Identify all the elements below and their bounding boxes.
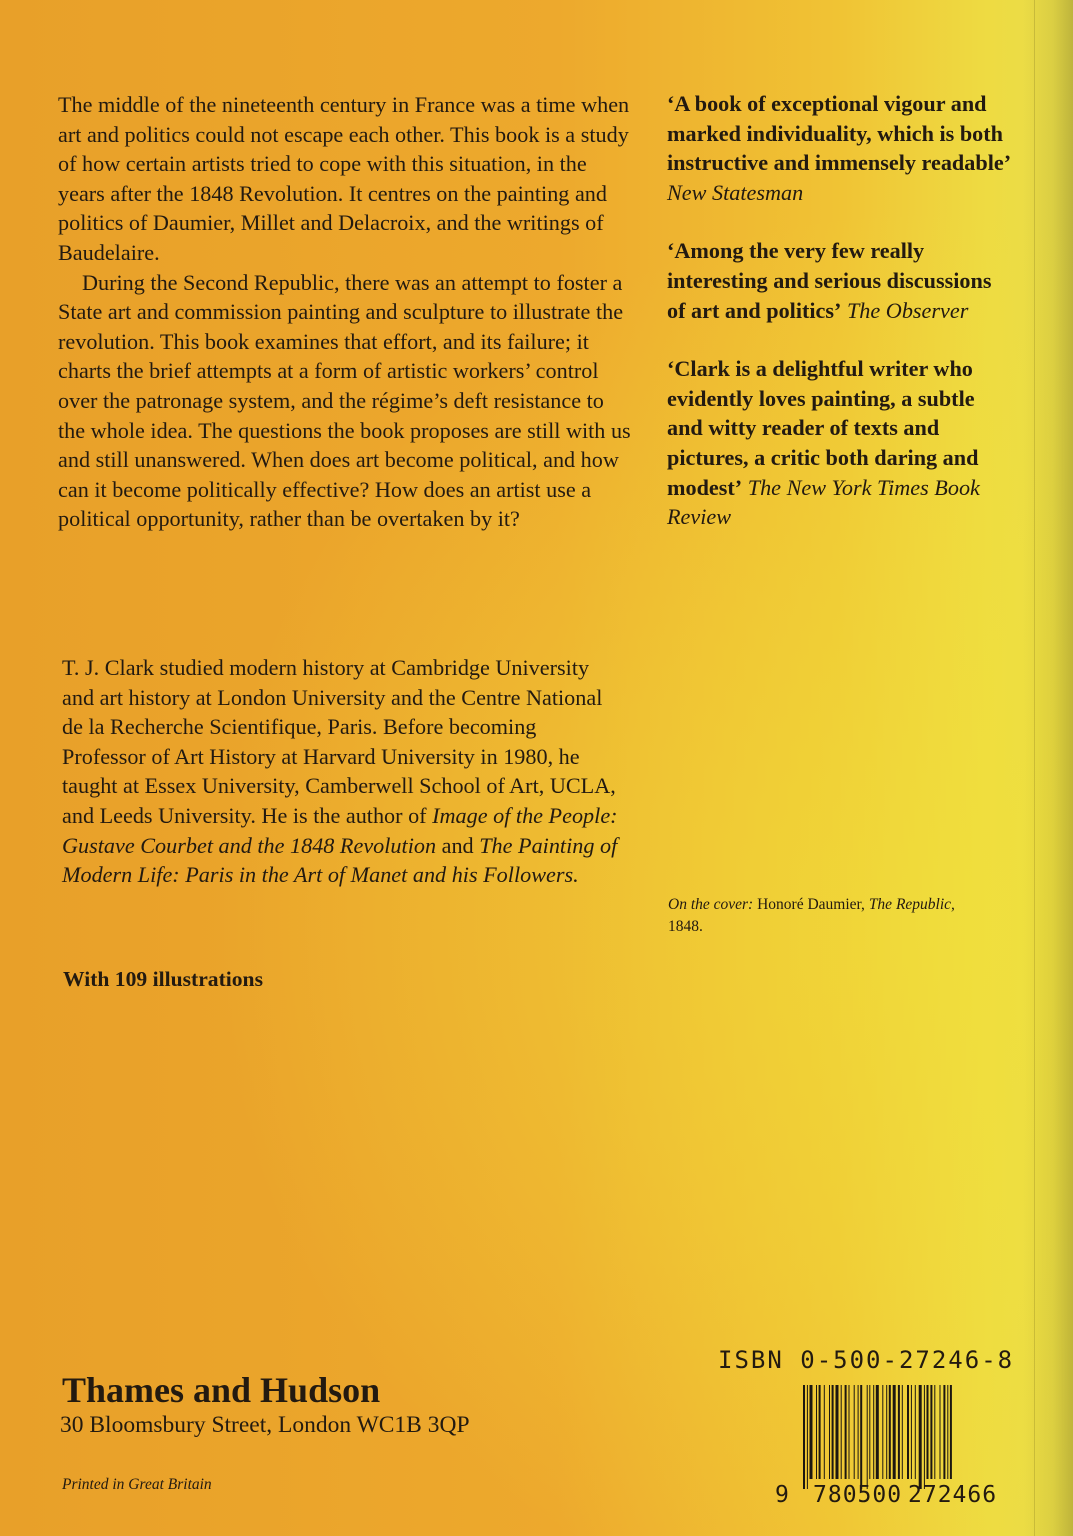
- blurb-paragraph-1: The middle of the nineteenth century in France was a time when art and politics could not escape each other. This book is a study of how certain artists tried to cope with this situation, in the years after the 1848 Revolution. It centres on the painting and politics of Daumier, Millet and Delacroix, and the writings of Baudelaire.: [58, 92, 630, 265]
- quote-source: The Observer: [846, 297, 969, 323]
- bio-connector: and: [441, 832, 474, 858]
- illustrations-note: With 109 illustrations: [63, 967, 263, 991]
- cover-credit-label: On the cover:: [668, 896, 754, 913]
- cover-credit-artist: Honoré Daumier,: [757, 896, 865, 913]
- barcode-bar: [915, 1385, 916, 1479]
- cover-credit-year: 1848.: [668, 918, 703, 935]
- quote-text: ‘A book of exceptional vigour and marked individuality, which is both instructive and immensely readable’: [667, 91, 1012, 176]
- isbn-label: ISBN 0-500-27246-8: [718, 1346, 1015, 1374]
- barcode-digits-left: 780500: [813, 1482, 903, 1508]
- printed-in-note: Printed in Great Britain: [62, 1476, 212, 1493]
- barcode: [773, 1385, 1009, 1509]
- book-title-image-of-the-people: Image of the People: Gustave Courbet and the 1848 Revolution: [62, 802, 618, 858]
- barcode-guard-bar: [860, 1385, 862, 1489]
- barcode-bar: [889, 1385, 891, 1479]
- barcode-guard-bar: [924, 1385, 925, 1489]
- barcode-bar: [940, 1385, 941, 1479]
- review-quote: [667, 354, 1012, 532]
- barcode-bar: [841, 1385, 842, 1479]
- publisher-address: 30 Bloomsbury Street, London WC1B 3QP: [60, 1412, 470, 1438]
- barcode-bar: [902, 1385, 903, 1479]
- quote-text: ‘Among the very few really interesting and serious discussions of art and politics’: [667, 238, 992, 323]
- spine-edge: [1034, 0, 1035, 1536]
- barcode-bar: [950, 1385, 952, 1479]
- barcode-bar: [873, 1385, 874, 1479]
- cover-credit-title: The Republic,: [868, 896, 955, 913]
- author-bio-text: T. J. Clark studied modern history at Cambridge University and art history at London University and the Centre National de la Recherche Scientifique, Paris. Before becoming Professor of Art History at Harvard University in 1980, he taught at Essex University, Camberwell School of Art, UCLA, and Leeds University. He is the author of: [62, 655, 616, 828]
- book-blurb: [58, 90, 633, 534]
- barcode-bar: [911, 1385, 912, 1479]
- review-quote: [667, 236, 1012, 325]
- quote-source: The New York Times Book Review: [667, 474, 980, 530]
- publisher-name: Thames and Hudson: [62, 1370, 381, 1410]
- barcode-bar: [898, 1385, 900, 1479]
- barcode-bar: [927, 1385, 929, 1479]
- barcode-digits-right: 272466: [908, 1482, 998, 1508]
- barcode-bar: [930, 1385, 932, 1479]
- barcode-bar: [947, 1385, 948, 1479]
- barcode-bar: [829, 1385, 830, 1479]
- barcode-bar: [810, 1385, 813, 1479]
- barcode-bar: [882, 1385, 883, 1479]
- blurb-paragraph-2: During the Second Republic, there was an attempt to foster a State art and commission painting and sculpture to illustrate the revolution. This book examines that effort, and its failure; it charts the brief attempts at a form of artistic workers’ control over the patronage system, and the régime’s deft resistance to the whole idea. The questions the book proposes are still with us and still unanswered. When does art become political, and how can it become politically effective? How does an artist use a political opportunity, rather than be overtaken by it?: [58, 269, 631, 532]
- barcode-bar: [943, 1385, 945, 1479]
- barcode-bar: [849, 1385, 850, 1479]
- book-title-painting-of-modern-life: The Painting of Modern Life: Paris in the Art of Manet and his Followers.: [62, 832, 618, 888]
- barcode-guard-bar: [867, 1385, 868, 1489]
- barcode-bar: [893, 1385, 896, 1479]
- cover-credit: [668, 894, 958, 938]
- barcode-bar: [934, 1385, 935, 1479]
- review-quote: [667, 89, 1012, 207]
- review-quotes: [667, 89, 1012, 561]
- barcode-bar: [816, 1385, 817, 1479]
- barcode-guard-bar: [803, 1385, 805, 1489]
- barcode-bar: [832, 1385, 834, 1479]
- barcode-digit-first: 9: [775, 1482, 789, 1508]
- author-bio: [62, 653, 622, 890]
- barcode-bar: [819, 1385, 821, 1479]
- barcode-bar: [824, 1385, 825, 1479]
- barcode-bar: [836, 1385, 839, 1479]
- quote-source: New Statesman: [667, 179, 804, 205]
- barcode-bar: [886, 1385, 887, 1479]
- barcode-bar: [845, 1385, 847, 1479]
- barcode-guard-bar: [919, 1385, 922, 1489]
- barcode-guard-bar: [807, 1385, 808, 1489]
- barcode-bar: [876, 1385, 879, 1479]
- barcode-bar: [858, 1385, 859, 1479]
- barcode-bar: [869, 1385, 870, 1479]
- barcode-bar: [854, 1385, 855, 1479]
- quote-text: ‘Clark is a delightful writer who evidently loves painting, a subtle and witty reader of texts and pictures, a critic both daring and modest’: [667, 356, 979, 500]
- barcode-bar: [907, 1385, 909, 1479]
